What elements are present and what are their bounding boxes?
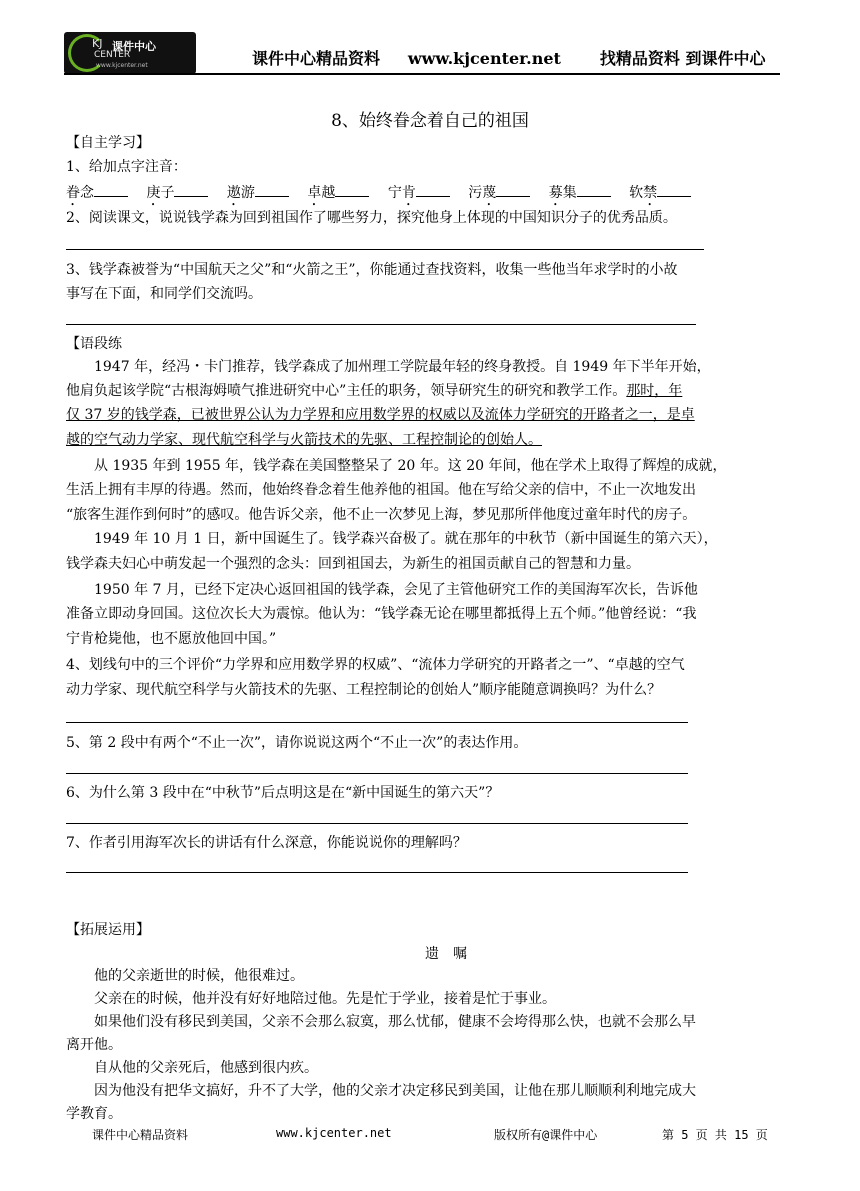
section-self-study: 【自主学习】 [66,135,150,151]
question-6: 6、为什么第 3 段中在“中秋节”后点明这是在“新中国诞生的第六天”？ [66,785,500,801]
story-line: 他的父亲逝世的时候，他很难过。 [94,968,304,984]
footer-url[interactable]: www.kjcenter.net [276,1126,392,1140]
answer-blank[interactable] [577,182,611,197]
footer-page-number: 第 5 页 共 15 页 [662,1128,768,1142]
answer-line[interactable] [66,773,688,774]
answer-blank[interactable] [94,182,128,197]
story-line: 如果他们没有移民到美国，父亲不会那么寂寞，那么忧郁，健康不会垮得那么快，也就不会那么早 [94,1014,696,1030]
passage-p4-line1: 1950 年 7 月，已经下定决心返回祖国的钱学森，会见了主管他研究工作的美国海军次长，告诉他 [94,582,698,598]
story-line: 学教育。 [66,1106,122,1122]
section-passage: 【语段练 [66,336,122,352]
passage-p1-line2: 他肩负起该学院“古根海姆喷气推进研究中心”主任的职务，领导研究生的研究和教学工作。那时，年 [66,383,683,399]
passage-p3-line1: 1949 年 10 月 1 日，新中国诞生了。钱学森兴奋极了。就在那年的中秋节（新中国诞生的第六天）， [94,531,718,547]
logo-name: 课件中心 [112,40,156,53]
answer-blank[interactable] [335,182,369,197]
passage-p3-line2: 钱学森夫妇心中萌发起一个强烈的念头：回到祖国去，为新生的祖国贡献自己的智慧和力量。 [66,556,640,572]
passage-p2-line3: “旅客生涯作到何时”的感叹。他告诉父亲，他不止一次梦见上海，梦见那所伴他度过童年时代的房子。 [66,507,697,523]
footer-left: 课件中心精品资料 [92,1128,189,1142]
question-7: 7、作者引用海军次长的讲话有什么深意，你能说说你的理解吗？ [66,835,467,851]
underlined-sentence: 越的空气动力学家、现代航空科学与火箭技术的先驱、工程控制论的创始人。 [66,432,542,448]
answer-blank[interactable] [255,182,289,197]
logo-center: CENTER [94,50,131,60]
story-title: 遗 嘱 [425,946,467,962]
answer-line[interactable] [66,823,688,824]
question-3-line2: 事写在下面，和同学们交流吗。 [66,286,262,302]
passage-p2-line1: 从 1935 年到 1955 年，钱学森在美国整整呆了 20 年。这 20 年间，他在学术上取得了辉煌的成就， [94,458,727,474]
underlined-sentence: 仅 37 岁的钱学森，已被世界公认为力学界和应用数学界的权威以及流体力学研究的开路者之一，是卓 [66,407,695,423]
header-banner [252,46,765,69]
question-5: 5、第 2 段中有两个“不止一次”，请你说说这两个“不止一次”的表达作用。 [66,735,528,751]
pinyin-item: 眷念 [66,182,128,209]
answer-line[interactable] [66,324,696,325]
footer-copyright: 版权所有@课件中心 [494,1128,598,1142]
passage-p4-line2: 准备立即动身回国。这位次长大为震惊。他认为：“钱学森无论在哪里都抵得上五个师。”他曾经说：“我 [66,606,697,622]
pinyin-item: 宁肯 [388,182,450,209]
answer-blank[interactable] [174,182,208,197]
answer-line[interactable] [66,722,688,723]
underlined-sentence: 那时，年 [626,383,683,399]
pinyin-item: 募集 [549,182,611,209]
answer-line[interactable] [66,872,688,873]
header-divider [64,73,780,75]
question-4-line2: 动力学家、现代航空科学与火箭技术的先驱、工程控制论的创始人”顺序能随意调换吗？为什么？ [66,682,662,698]
pinyin-item: 软禁 [629,182,691,209]
header-right-text: 找精品资料 到课件中心 [599,49,766,68]
logo-kj: KJ [92,37,103,50]
logo-url: www.kjcenter.net [96,62,148,69]
header-left-text: 课件中心精品资料 [252,49,381,68]
page-title: 8、始终眷念着自己的祖国 [331,111,529,131]
passage-p4-line3: 宁肯枪毙他，也不愿放他回中国。” [66,631,277,647]
story-line: 离开他。 [66,1037,122,1053]
pinyin-item: 庚子 [146,182,208,209]
answer-blank[interactable] [496,182,530,197]
story-line: 自从他的父亲死后，他感到很内疚。 [94,1060,318,1076]
answer-blank[interactable] [416,182,450,197]
story-line: 因为他没有把华文搞好，升不了大学，他的父亲才决定移民到美国，让他在那儿顺顺利利地完成大 [94,1083,696,1099]
question-3-line1: 3、钱学森被誉为“中国航天之父”和“火箭之王”，你能通过查找资料，收集一些他当年求学时的小故 [66,262,678,278]
site-logo [64,32,196,74]
pinyin-item: 卓越 [307,182,369,209]
header-url[interactable]: www.kjcenter.net [407,49,561,68]
story-line: 父亲在的时候，他并没有好好地陪过他。先是忙于学业，接着是忙于事业。 [94,991,556,1007]
section-extension: 【拓展运用】 [66,922,150,938]
pinyin-item: 污蔑 [468,182,530,209]
question-2: 2、阅读课文，说说钱学森为回到祖国作了哪些努力，探究他身上体现的中国知识分子的优秀品质。 [66,210,677,226]
passage-p2-line2: 生活上拥有丰厚的待遇。然而，他始终眷念着生他养他的祖国。他在写给父亲的信中，不止一次地发出 [66,482,696,498]
answer-blank[interactable] [657,182,691,197]
pinyin-item: 遨游 [227,182,289,209]
pinyin-row [66,182,705,209]
passage-p1-line1: 1947 年，经冯・卡门推荐，钱学森成了加州理工学院最年轻的终身教授。自 1949 年下半年开始， [94,359,711,375]
question-4-line1: 4、划线句中的三个评价“力学界和应用数学界的权威”、“流体力学研究的开路者之一”、“卓越的空气 [66,657,685,673]
question-1: 1、给加点字注音： [66,159,187,175]
answer-line[interactable] [66,249,704,250]
